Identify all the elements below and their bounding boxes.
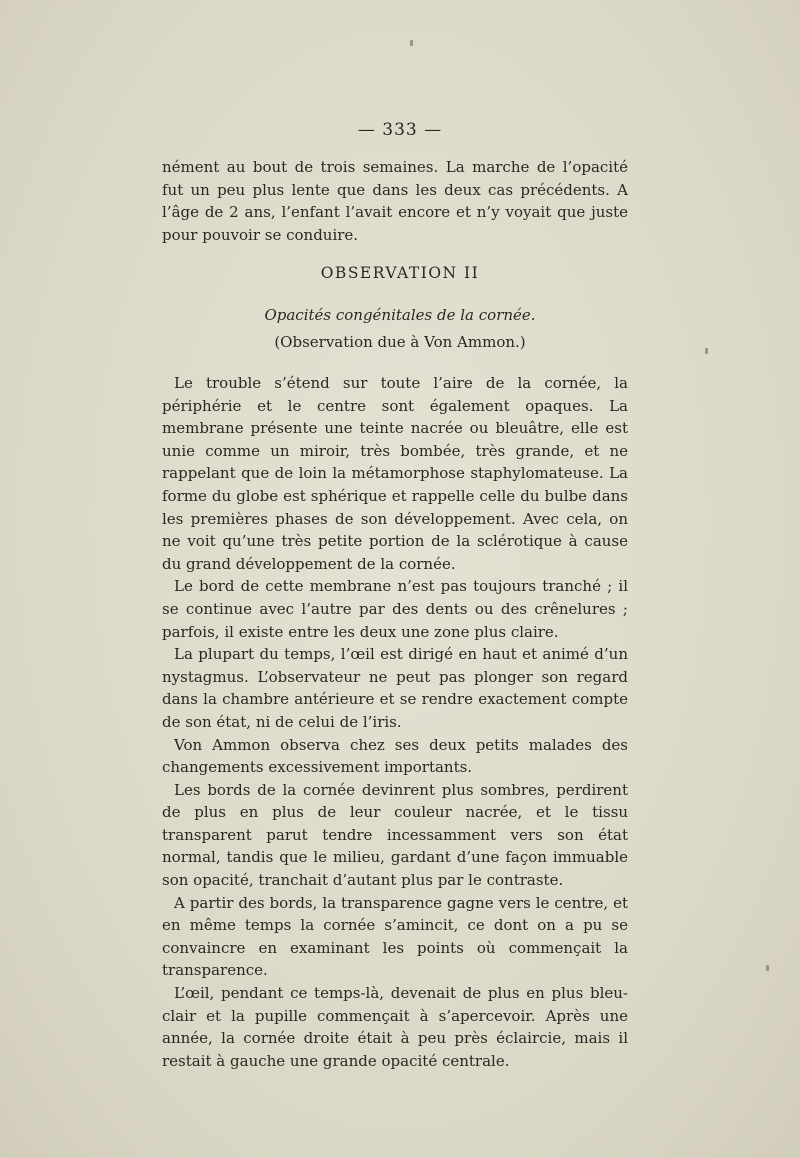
observation-subtitle: Opacités congénitales de la cornée.	[264, 306, 536, 324]
paragraph-text: nément au bout de trois semaines. La marche de l’opacité fut un peu plus lente que dans les deux cas précédents. A l’âge de 2 ans, l’enfant l’avait encore et n’y voyait que juste pour pouvoir se conduire.	[162, 158, 628, 244]
paragraph: Les bords de la cornée devinrent plus sombres, perdirent de plus en plus de leur couleur nacrée, et le tissu transparent parut tendre incessamment vers son état normal, tandis que le milieu, gardant d’une façon immuable son opacité, tranchait d’autant plus par le contraste.	[162, 780, 628, 890]
observation-source: (Observation due à Von Ammon.)	[274, 333, 526, 351]
paragraph: Le bord de cette membrane n’est pas toujours tranché ; il se continue avec l’autre par des dents ou des crênelures ; parfois, il existe entre les deux une zone plus claire.	[162, 577, 628, 641]
paper-speck	[410, 40, 413, 46]
paper-speck	[766, 965, 769, 971]
paragraph: Le trouble s’étend sur toute l’aire de la cornée, la périphérie et le centre sont également opaques. La membrane présente une teinte nacrée ou bleuâtre, elle est unie comme un miroir, très bombée, très grande, et ne rappelant que de loin la métamorphose staphylomateuse. La forme du globe est sphérique et rappelle celle du bulbe dans les premières phases de son développement. Avec cela, on ne voit qu’une très petite portion de la sclérotique à cause du grand développement de la cornée.	[162, 374, 628, 573]
observation-heading: OBSERVATION II	[320, 264, 480, 282]
paragraph: La plupart du temps, l’œil est dirigé en haut et animé d’un nystagmus. L’observateur ne peut pas plonger son regard dans la chambre antérieure et se rendre exactement compte de son état, ni de celui de l’iris.	[162, 645, 628, 731]
observation-body	[162, 372, 628, 1072]
paragraph: L’œil, pendant ce temps-là, devenait de plus en plus bleu-clair et la pupille commençait à s’apercevoir. Après une année, la cornée droite était à peu près éclaircie, mais il restait à gauche une grande opacité centrale.	[162, 984, 628, 1070]
page-number: — 333 —	[357, 120, 443, 140]
continuation-paragraph	[162, 156, 628, 246]
paragraph: Von Ammon observa chez ses deux petits malades des changements excessivement importants.	[162, 735, 628, 777]
paragraph: A partir des bords, la transparence gagne vers le centre, et en même temps la cornée s’amincit, ce dont on a pu se convaincre en examinant les points où commençait la transparence.	[162, 893, 628, 980]
